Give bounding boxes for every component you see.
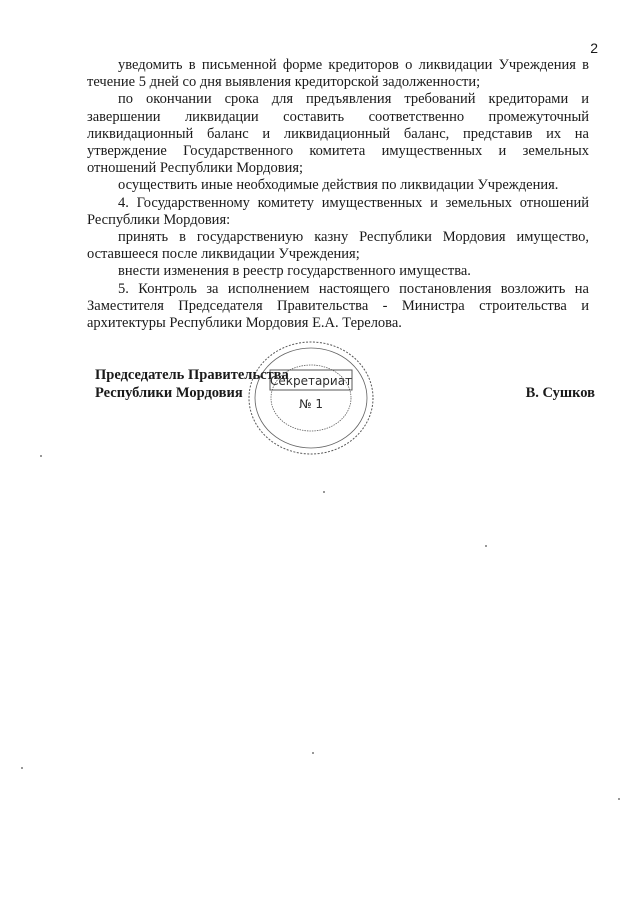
- signer-title-line2: Республики Мордовия: [95, 384, 243, 401]
- paragraph-item-4: 4. Государственному комитету имущественных и земельных отношений Республики Мордовия:: [87, 194, 589, 228]
- paragraph-accept-property: принять в государствениую казну Республики Мордовия имущество, оставшееся после ликвидации Учреждения;: [87, 229, 589, 263]
- paragraph-item-5-control: 5. Контроль за исполнением настоящего постановления возложить на Заместителя Председателя Правительства - Министра строительства и архитектуры Республики Мордовия Е.А. Терелова.: [87, 280, 589, 332]
- scan-speck: [21, 767, 23, 769]
- signer-name: В. Сушков: [525, 384, 595, 401]
- page-number: 2: [590, 40, 598, 56]
- stamp-seal-icon: [245, 338, 377, 458]
- stamp-center-line1: Секретариат: [269, 374, 353, 388]
- signer-title-line1: Председатель Правительства: [95, 367, 289, 383]
- document-body: [87, 57, 589, 332]
- paragraph-other-actions: осуществить иные необходимые действия по ликвидации Учреждения.: [118, 177, 559, 194]
- scan-speck: [618, 798, 620, 800]
- official-stamp: [245, 338, 377, 458]
- scan-speck: [323, 491, 325, 493]
- stamp-center-line2: № 1: [299, 397, 323, 411]
- scan-speck: [40, 455, 42, 457]
- scan-speck: [485, 545, 487, 547]
- scan-speck: [312, 752, 314, 754]
- paragraph-notify-creditors: уведомить в письменной форме кредиторов о ликвидации Учреждения в течение 5 дней со дня выявления кредиторской задолженности;: [87, 57, 589, 91]
- paragraph-liquidation-balance: по окончании срока для предъявления требований кредиторами и завершении ликвидации составить соответственно промежуточный ликвидационный баланс и ликвидационный баланс, представив их на утверждение Государственного комитета имущественных и земельных отношений Республики Мордовия;: [87, 91, 589, 177]
- paragraph-registry-changes: внести изменения в реестр государственного имущества.: [118, 263, 471, 280]
